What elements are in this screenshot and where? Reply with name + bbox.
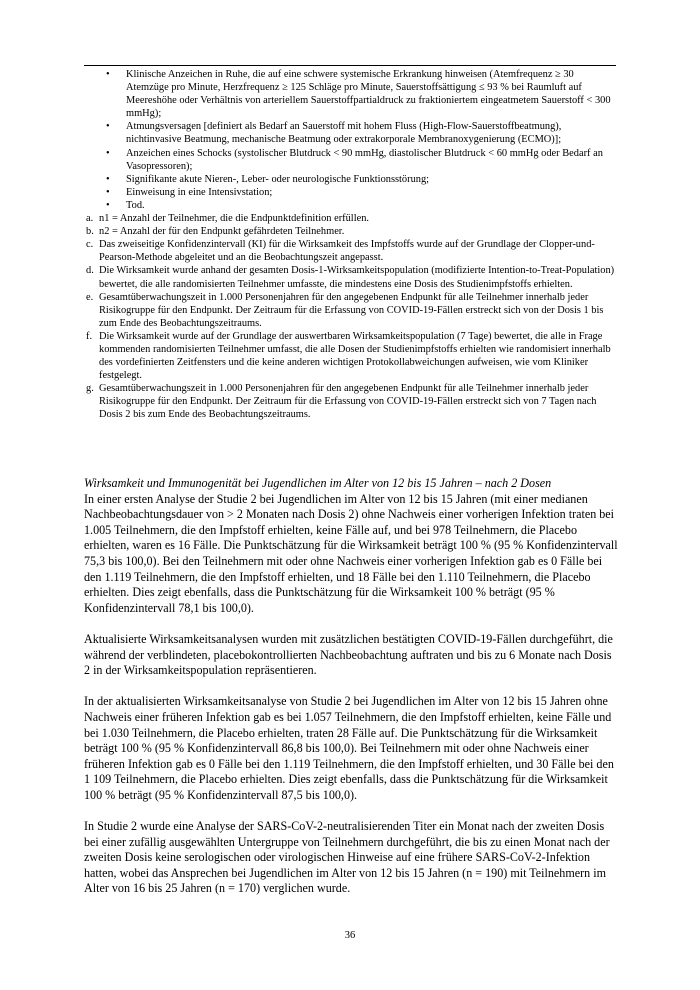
footnote-mark: c. — [86, 239, 94, 251]
footnote-text: Gesamtüberwachungszeit in 1.000 Personenjahren für den angegebenen Endpunkt für alle Teilnehmer innerhalb jeder Risikogruppe für den Endpunkt. Der Zeitraum für die Erfassung von COVID-19-Fällen erstreckt sich von der Dosis 1 bis zum Ende des Beobachtungszeitraums. — [99, 291, 604, 329]
page-number: 36 — [344, 930, 356, 941]
footnote-separator-rule — [84, 65, 616, 66]
footnote-mark: g. — [86, 383, 94, 395]
criteria-bullet-item: • Signifikante akute Nieren-, Leber- oder neurologische Funktionsstörung; — [86, 173, 616, 186]
body-paragraph: In Studie 2 wurde eine Analyse der SARS-CoV-2-neutralisierenden Titer ein Monat nach der zweiten Dosis bei einer zufällig ausgewählten Untergruppe von Teilnehmern durchgeführt, die bis zu einen Monat nach der zweiten Dosis keine serologischen oder virologischen Hinweise auf eine frühere SARS-CoV-2-Infektion hatten, wobei das Ansprechen bei Jugendlichen im Alter von 12 bis 15 Jahren (n = 190) mit Teilnehmern im Alter von 16 bis 25 Jahren (n = 170) verglichen wurde. — [84, 819, 610, 896]
footnote-text: Die Wirksamkeit wurde auf der Grundlage der auswertbaren Wirksamkeitspopulation (7 Tage) bewertet, die alle in Frage kommenden randomisierten Teilnehmer umfasst, die alle Dosen der Studienimpfstoffs erhielten wie randomisiert innerhalb des vordefinierten Zeitfensters und die keine anderen wichtigen Protokollabweichungen aufweisen, wie vom Kliniker festgelegt. — [99, 330, 611, 382]
criteria-bullet-item: • Tod. — [86, 199, 616, 212]
criteria-bullet-item: • Anzeichen eines Schocks (systolischer Blutdruck < 90 mmHg, diastolischer Blutdruck < 60 mmHg oder Bedarf an Vasopressoren); — [86, 147, 616, 173]
footnote-mark: d. — [86, 265, 94, 277]
footnote-text: n2 = Anzahl der für den Endpunkt gefährdeten Teilnehmer. — [99, 226, 345, 238]
footnote-b — [86, 225, 616, 238]
criteria-bullet-item: • Atmungsversagen [definiert als Bedarf an Sauerstoff mit hohem Fluss (High-Flow-Sauerstoffbeatmung), nichtinvasive Beatmung, mechanische Beatmung oder extrakorporale Membranoxygenierung (ECMO)]; — [86, 120, 616, 146]
body-paragraph: Aktualisierte Wirksamkeitsanalysen wurden mit zusätzlichen bestätigten COVID-19-Fällen durchgeführt, die während der verblindeten, placebokontrollierten Nachbeobachtung auftraten und bis zu 6 Monate nach Dosis 2 in der Wirksamkeitspopulation repräsentieren. — [84, 631, 613, 678]
footnote-list — [86, 212, 616, 422]
criteria-bullet-item: • Einweisung in eine Intensivstation; — [86, 186, 616, 199]
footnote-f — [86, 330, 616, 382]
footnote-mark: a. — [86, 213, 94, 225]
footnote-text: Das zweiseitige Konfidenzintervall (KI) für die Wirksamkeit des Impfstoffs wurde auf der Grundlage der Clopper-und-Pearson-Methode abgeleitet und an die Beobachtungszeit angepasst. — [99, 239, 595, 264]
footnote-mark: e. — [86, 291, 94, 303]
footnote-g — [86, 382, 616, 421]
footnote-e — [86, 291, 616, 330]
table-footnotes — [86, 68, 616, 422]
footnote-c — [86, 238, 616, 264]
footnote-text: n1 = Anzahl der Teilnehmer, die die Endpunktdefinition erfüllen. — [99, 213, 369, 225]
section-heading: Wirksamkeit und Immunogenität bei Jugendlichen im Alter von 12 bis 15 Jahren – nach 2 Dosen — [84, 476, 552, 490]
footnote-d — [86, 264, 616, 290]
footnote-mark: f. — [86, 330, 93, 342]
body-paragraph: In einer ersten Analyse der Studie 2 bei Jugendlichen im Alter von 12 bis 15 Jahren (mit einer medianen Nachbeobachtungsdauer von > 2 Monaten nach Dosis 2) ohne Nachweis einer vorherigen Infektion traten bei 1.005 Teilnehmern, die den Impfstoff erhielten, keine Fälle auf, und bei 978 Teilnehmern, die Placebo erhielten, waren es 16 Fälle. Die Punktschätzung für die Wirksamkeit beträgt 100 % (95 % Konfidenzintervall 75,3 bis 100,0). Bei den Teilnehmern mit oder ohne Nachweis einer vorherigen Infektion gab es 0 Fälle bei den 1.119 Teilnehmern, die den Impfstoff erhielten, und 18 Fälle bei den 1.110 Teilnehmern, die Placebo erhielten. Dies zeigt ebenfalls, dass die Punktschätzung für die Wirksamkeit 100 % beträgt (95 % Konfidenzintervall 78,1 bis 100,0). — [84, 491, 618, 615]
footnote-mark: b. — [86, 226, 94, 238]
footnote-a — [86, 212, 616, 225]
body-paragraph: In der aktualisierten Wirksamkeitsanalyse von Studie 2 bei Jugendlichen im Alter von 12 bis 15 Jahren ohne Nachweis einer früheren Infektion gab es bei 1.057 Teilnehmern, die den Impfstoff erhielten, keine Fälle und bei 1.030 Teilnehmern, die Placebo erhielten, traten 28 Fälle auf. Die Punktschätzung für die Wirksamkeit beträgt 100 % (95 % Konfidenzintervall 86,8 bis 100,0). Bei Teilnehmern mit oder ohne Nachweis einer früheren Infektion gab es 0 Fälle bei den 1.119 Teilnehmern, die den Impfstoff erhielten, und 30 Fälle bei den 1 109 Teilnehmern, die Placebo erhielten. Dies zeigt ebenfalls, dass die Punktschätzung für die Wirksamkeit 100 % beträgt (95 % Konfidenzintervall 87,5 bis 100,0). — [84, 694, 614, 802]
criteria-bullet-item: • Klinische Anzeichen in Ruhe, die auf eine schwere systemische Erkrankung hinweisen (Atemfrequenz ≥ 30 Atemzüge pro Minute, Herzfrequenz ≥ 125 Schläge pro Minute, Sauerstoffsättigung ≤ 93 % bei Raumluft auf Meereshöhe oder Verhältnis von arteriellem Sauerstoffpartialdruck zu fraktioniertem eingeatmetem Sauerstoff < 300 mmHg); — [86, 68, 616, 120]
main-section — [84, 476, 618, 913]
criteria-bullet-list — [86, 68, 616, 212]
footnote-text: Die Wirksamkeit wurde anhand der gesamten Dosis-1-Wirksamkeitspopulation (modifizierte Intention-to-Treat-Population) bewertet, die alle randomisierten Teilnehmer umfasste, die mindestens eine Dosis des Studienimpfstoffs erhielten. — [99, 265, 615, 290]
footnote-text: Gesamtüberwachungszeit in 1.000 Personenjahren für den angegebenen Endpunkt für alle Teilnehmer innerhalb jeder Risikogruppe für den Endpunkt. Der Zeitraum für die Erfassung von COVID-19-Fällen erstreckt sich von 7 Tagen nach Dosis 2 bis zum Ende des Beobachtungszeitraums. — [99, 383, 597, 421]
